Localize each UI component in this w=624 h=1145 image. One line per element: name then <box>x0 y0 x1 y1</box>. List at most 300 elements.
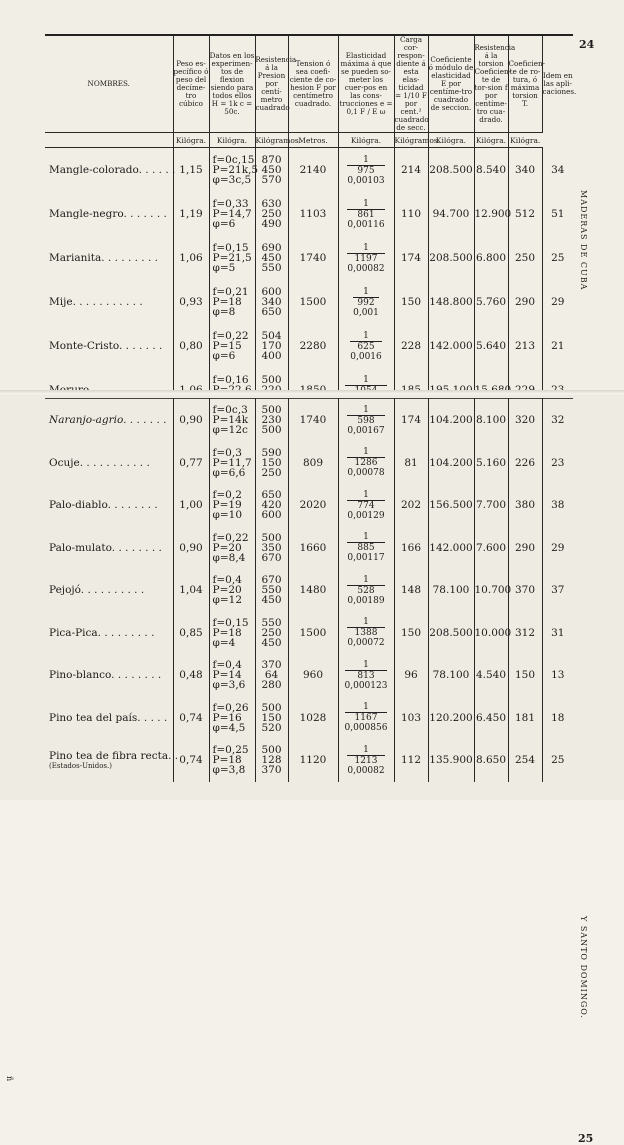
presion-value: 250 <box>261 208 282 220</box>
peso-value: 0,90 <box>173 527 209 570</box>
table-row <box>45 739 573 782</box>
experiment-f: f=0,33 <box>212 198 249 210</box>
carga-value: 174 <box>394 399 428 442</box>
unit-label: Kilógra. <box>428 133 474 148</box>
presion-value: 250 <box>261 626 282 639</box>
elasticity-modulus: 156.500 <box>428 484 474 527</box>
presion-value: 500 <box>261 374 282 386</box>
experiment-f: f=0,26 <box>212 701 249 714</box>
unit-label: Kilógramos. <box>394 133 428 148</box>
wood-name <box>45 148 176 193</box>
header-carga: Carga cor-respon-diente á esta elas-ticidad = 1/10 F por cent.² cuadrado de secc. <box>394 35 429 132</box>
applied-value: 13 <box>542 654 573 697</box>
experiment-f: f=0,2 <box>212 489 242 502</box>
table-row <box>45 527 573 570</box>
experiment-p: P=18 <box>212 754 242 767</box>
presion-value: 250 <box>261 466 282 479</box>
fraction-denominator: 813 <box>345 670 388 681</box>
presion-value: 400 <box>261 350 282 362</box>
presion-value: 870 <box>261 154 282 166</box>
carga-value: 202 <box>394 484 428 527</box>
elasticity-fraction <box>347 199 384 230</box>
wood-name <box>45 527 173 570</box>
elasticity-modulus: 148.800 <box>428 280 474 324</box>
experiment-p: P=14 <box>212 669 242 682</box>
wood-name-text: Pino-blanco. . . . . . . . <box>49 669 162 682</box>
table-row <box>45 148 573 193</box>
presion-value: 420 <box>261 499 282 512</box>
presion-value: 150 <box>261 456 282 469</box>
experiment-phi: φ=6,6 <box>212 466 246 479</box>
rupture-coef: 312 <box>508 612 542 655</box>
experiment-f: f=0,4 <box>212 659 242 672</box>
unit-label: Kilógra. <box>209 133 255 148</box>
experiment-data <box>209 324 255 368</box>
peso-value: 0,77 <box>173 442 209 485</box>
unit-label: Kilógramos. <box>255 133 288 148</box>
torsion-coef: 4.540 <box>474 654 508 697</box>
elasticity-modulus: 78.100 <box>428 654 474 697</box>
elasticity-fraction <box>353 287 379 318</box>
experiment-data <box>209 654 255 697</box>
unit-label: Kilógra. <box>508 133 542 148</box>
experiment-data <box>209 192 255 236</box>
table-row <box>45 280 573 324</box>
elasticity-decimal: 0,0016 <box>350 351 382 362</box>
elasticity-modulus: 104.200 <box>428 399 474 442</box>
presion-values <box>255 527 288 570</box>
applied-value: 29 <box>542 280 573 324</box>
margin-mark: ñ <box>5 1076 14 1083</box>
table-row <box>45 236 573 280</box>
fraction-numerator: 1 <box>363 198 369 209</box>
elasticity-value <box>338 569 394 612</box>
peso-value: 0,85 <box>173 612 209 655</box>
elasticity-value <box>338 280 394 324</box>
presion-value: 570 <box>261 174 282 186</box>
wood-name-text: Pino tea de fibra recta. . <box>49 750 179 763</box>
wood-name-text: Palo-diablo. . . . . . . . <box>49 499 158 512</box>
elasticity-modulus: 208.500 <box>428 148 474 193</box>
units-row <box>45 133 573 148</box>
peso-value: 0,93 <box>173 280 209 324</box>
elasticity-value <box>338 236 394 280</box>
presion-value: 550 <box>261 584 282 597</box>
presion-values <box>255 569 288 612</box>
wood-name <box>45 484 173 527</box>
elasticity-fraction <box>350 331 382 362</box>
presion-value: 520 <box>261 721 282 734</box>
fraction-numerator: 1 <box>363 744 369 755</box>
wood-name-text: Ocuje. . . . . . . . . . . <box>49 456 150 469</box>
wood-name <box>45 192 173 236</box>
wood-name <box>45 612 173 655</box>
experiment-f: f=0c,15 <box>212 154 255 166</box>
applied-value: 25 <box>542 739 573 782</box>
elasticity-decimal: 0,00189 <box>347 595 385 606</box>
carga-value: 103 <box>394 697 428 740</box>
presion-values <box>255 148 288 193</box>
presion-value: 630 <box>261 198 282 210</box>
presion-values <box>255 654 288 697</box>
presion-value: 550 <box>261 616 282 629</box>
fraction-denominator: 625 <box>350 341 382 352</box>
rows-top <box>45 148 573 417</box>
rupture-coef: 380 <box>508 484 542 527</box>
carga-value: 148 <box>394 569 428 612</box>
elasticity-modulus: 78.100 <box>428 569 474 612</box>
presion-value: 490 <box>261 218 282 230</box>
header-presion <box>255 35 297 133</box>
data-table-bottom <box>45 398 573 782</box>
fraction-denominator: 598 <box>347 415 384 426</box>
page-number-bottom: 25 <box>578 1132 594 1145</box>
elasticity-fraction <box>347 447 384 478</box>
experiment-data <box>209 484 255 527</box>
table-row <box>45 324 573 368</box>
presion-value: 64 <box>264 669 279 682</box>
presion-value: 450 <box>261 252 282 264</box>
fraction-denominator: 1213 <box>347 755 384 766</box>
experiment-phi: φ=3c,5 <box>212 174 252 186</box>
wood-name <box>45 236 173 280</box>
presion-value: 550 <box>261 262 282 274</box>
elasticity-value <box>338 739 394 782</box>
fraction-numerator: 1 <box>363 659 369 670</box>
fraction-denominator: 528 <box>347 585 384 596</box>
rows-bottom <box>45 399 573 782</box>
experiment-p: P=21k,5 <box>212 164 259 176</box>
presion-value: 500 <box>261 701 282 714</box>
table-row <box>45 654 573 697</box>
elasticity-value <box>338 148 394 193</box>
fraction-denominator: 975 <box>347 165 384 176</box>
experiment-data <box>209 236 255 280</box>
wood-name-text: Monte-Cristo. . . . . . . <box>49 340 163 352</box>
presion-values <box>255 236 288 280</box>
torsion-coef: 5.640 <box>474 324 508 368</box>
data-table-top <box>45 34 577 417</box>
torsion-coef: 7.600 <box>474 527 508 570</box>
experiment-phi: φ=12c <box>212 424 248 437</box>
elasticity-fraction <box>347 243 384 274</box>
wood-name <box>45 442 173 485</box>
experiment-phi: φ=3,8 <box>212 764 246 777</box>
elasticity-decimal: 0,00167 <box>347 425 385 436</box>
table-row <box>45 442 573 485</box>
rupture-coef: 150 <box>508 654 542 697</box>
experiment-f: f=0c,3 <box>212 404 248 417</box>
experiment-phi: φ=5 <box>212 262 236 274</box>
wood-name <box>45 324 173 368</box>
carga-value: 96 <box>394 654 428 697</box>
elasticity-fraction <box>347 532 384 563</box>
presion-value: 500 <box>261 404 282 417</box>
fraction-numerator: 1 <box>363 330 369 341</box>
tension-value: 960 <box>288 654 338 697</box>
running-title-bottom: Y SANTO DOMINGO. <box>579 916 588 1019</box>
torsion-coef: 12.900 <box>474 192 508 236</box>
presion-value: 450 <box>261 636 282 649</box>
fraction-numerator: 1 <box>363 404 369 415</box>
elasticity-value <box>338 442 394 485</box>
wood-name-text: Pica-Pica. . . . . . . . . <box>49 626 155 639</box>
carga-value: 214 <box>394 148 428 193</box>
elasticity-modulus: 135.900 <box>428 739 474 782</box>
wood-name <box>45 654 173 697</box>
elasticity-fraction <box>347 745 384 776</box>
torsion-coef: 5.160 <box>474 442 508 485</box>
tension-value: 809 <box>288 442 338 485</box>
peso-value: 0,74 <box>173 739 209 782</box>
presion-values <box>255 612 288 655</box>
experiment-data <box>209 739 255 782</box>
header-coef-tor <box>474 35 516 133</box>
torsion-coef: 6.800 <box>474 236 508 280</box>
torsion-coef: 8.650 <box>474 739 508 782</box>
fraction-numerator: 1 <box>363 374 369 385</box>
elasticity-fraction <box>345 660 388 691</box>
wood-name-text: Pino tea del país. . . . . <box>49 711 168 724</box>
header-torsion-group: Resistencia á la torsion <box>474 44 516 68</box>
elasticity-value <box>338 697 394 740</box>
fraction-denominator: 1286 <box>347 457 384 468</box>
experiment-p: P=19 <box>212 499 242 512</box>
experiment-phi: φ=8,4 <box>212 551 246 564</box>
wood-name <box>45 697 173 740</box>
tension-value: 1740 <box>288 399 338 442</box>
presion-value: 670 <box>261 574 282 587</box>
tension-value: 1660 <box>288 527 338 570</box>
experiment-p: P=18 <box>212 296 242 308</box>
rupture-coef: 370 <box>508 569 542 612</box>
tension-value: 1740 <box>288 236 338 280</box>
experiment-p: P=11,7 <box>212 456 252 469</box>
unit-label: Kilógra. <box>338 133 394 148</box>
presion-value: 600 <box>261 509 282 522</box>
experiment-p: P=18 <box>212 626 242 639</box>
applied-value: 18 <box>542 697 573 740</box>
rupture-coef: 254 <box>508 739 542 782</box>
experiment-f: f=0,15 <box>212 616 249 629</box>
presion-value: 150 <box>261 711 282 724</box>
elasticity-value <box>338 612 394 655</box>
wood-name-text: Mangle-colorado. . . . . . <box>49 164 176 176</box>
torsion-coef: 8.540 <box>474 148 508 193</box>
experiment-phi: φ=3,6 <box>212 679 246 692</box>
elasticity-decimal: 0,00117 <box>347 553 385 564</box>
table-row <box>45 399 573 442</box>
elasticity-value <box>338 399 394 442</box>
rupture-coef: 213 <box>508 324 542 368</box>
peso-value: 1,15 <box>173 148 209 193</box>
experiment-p: P=21,5 <box>212 252 252 264</box>
experiment-data <box>209 697 255 740</box>
elasticity-fraction <box>347 155 384 186</box>
experiment-phi: φ=6 <box>212 350 236 362</box>
experiment-f: f=0,3 <box>212 446 242 459</box>
elasticity-fraction <box>347 405 384 436</box>
experiment-data <box>209 280 255 324</box>
header-coef-rot: Coeficien-te de ro-tura, ó máxima torsion T. <box>508 35 542 133</box>
header-coef-elast: Coeficiente ó módulo de elasticidad E por centíme-tro cuadrado de seccion. <box>428 35 474 133</box>
experiment-f: f=0,4 <box>212 574 242 587</box>
header-presion-text: Presion por centí-metro cuadrado <box>255 71 290 112</box>
fraction-denominator: 885 <box>347 542 384 553</box>
torsion-coef: 5.760 <box>474 280 508 324</box>
presion-value: 600 <box>261 286 282 298</box>
tension-value: 1500 <box>288 280 338 324</box>
carga-value: 81 <box>394 442 428 485</box>
header-coef-tor-text: Coeficien-te de tor-sion f por centíme-tro cua-drado. <box>474 67 512 124</box>
presion-values <box>255 280 288 324</box>
experiment-data <box>209 442 255 485</box>
elasticity-fraction <box>347 490 384 521</box>
peso-value: 1,06 <box>173 236 209 280</box>
presion-value: 590 <box>261 446 282 459</box>
table-row <box>45 612 573 655</box>
elasticity-decimal: 0,000123 <box>344 680 388 691</box>
presion-value: 500 <box>261 531 282 544</box>
experiment-p: P=16 <box>212 711 242 724</box>
presion-value: 450 <box>261 594 282 607</box>
tension-value: 1028 <box>288 697 338 740</box>
wood-name-text: Pejojó. . . . . . . . . . <box>49 584 145 597</box>
top-page <box>0 0 624 392</box>
fraction-numerator: 1 <box>363 532 369 543</box>
elasticity-modulus: 142.000 <box>428 324 474 368</box>
carga-value: 150 <box>394 612 428 655</box>
applied-value: 38 <box>542 484 573 527</box>
applied-value: 25 <box>542 236 573 280</box>
experiment-f: f=0,22 <box>212 531 249 544</box>
presion-values <box>255 484 288 527</box>
experiment-data <box>209 527 255 570</box>
experiment-p: P=14,7 <box>212 208 252 220</box>
wood-name-text: Palo-mulato. . . . . . . . <box>49 541 162 554</box>
table-row <box>45 569 573 612</box>
presion-value: 128 <box>261 754 282 767</box>
experiment-phi: φ=4,5 <box>212 721 246 734</box>
presion-values <box>255 324 288 368</box>
units-nombres <box>45 133 173 148</box>
presion-value: 350 <box>261 541 282 554</box>
applied-value: 37 <box>542 569 573 612</box>
elasticity-value <box>338 654 394 697</box>
experiment-data <box>209 612 255 655</box>
applied-value: 21 <box>542 324 573 368</box>
peso-value: 0,80 <box>173 324 209 368</box>
presion-value: 370 <box>261 764 282 777</box>
experiment-f: f=0,16 <box>212 374 249 386</box>
peso-value: 1,19 <box>173 192 209 236</box>
fraction-numerator: 1 <box>363 447 369 458</box>
elasticity-decimal: 0,00129 <box>347 510 385 521</box>
rupture-coef: 290 <box>508 527 542 570</box>
presion-value: 500 <box>261 424 282 437</box>
tension-value: 1480 <box>288 569 338 612</box>
bottom-page <box>0 396 624 1145</box>
experiment-data <box>209 148 259 193</box>
elasticity-modulus: 142.000 <box>428 527 474 570</box>
presion-value: 280 <box>261 679 282 692</box>
tension-value: 2140 <box>288 148 338 193</box>
tension-value: 1500 <box>288 612 338 655</box>
elasticity-decimal: 0,00103 <box>347 175 385 186</box>
table-row <box>45 192 573 236</box>
presion-value: 230 <box>261 414 282 427</box>
torsion-coef: 7.700 <box>474 484 508 527</box>
elasticity-decimal: 0,00082 <box>347 263 385 274</box>
rupture-coef: 290 <box>508 280 542 324</box>
wood-name-text: Mije. . . . . . . . . . . <box>49 296 143 308</box>
unit-label: Kilógra. <box>474 133 508 148</box>
elasticity-fraction <box>347 575 384 606</box>
elasticity-decimal: 0,00078 <box>347 468 385 479</box>
experiment-p: P=20 <box>212 584 242 597</box>
fraction-numerator: 1 <box>363 489 369 500</box>
carga-value: 112 <box>394 739 428 782</box>
experiment-phi: φ=6 <box>212 218 236 230</box>
torsion-coef: 8.100 <box>474 399 508 442</box>
torsion-coef: 6.450 <box>474 697 508 740</box>
experiment-f: f=0,22 <box>212 330 249 342</box>
experiment-data <box>209 399 255 442</box>
elasticity-fraction <box>345 702 388 733</box>
wood-name-sub: (Estados-Unidos.) <box>49 762 112 771</box>
carga-value: 166 <box>394 527 428 570</box>
tension-value: 1120 <box>288 739 338 782</box>
experiment-p: P=20 <box>212 541 242 554</box>
unit-label: Metros. <box>288 133 338 148</box>
experiment-f: f=0,21 <box>212 286 249 298</box>
experiment-phi: φ=10 <box>212 509 243 522</box>
applied-value: 51 <box>542 192 573 236</box>
presion-values <box>255 442 288 485</box>
torsion-coef: 10.000 <box>474 612 508 655</box>
elasticity-value <box>338 192 394 236</box>
elasticity-decimal: 0,00116 <box>347 219 385 230</box>
rupture-coef: 250 <box>508 236 542 280</box>
presion-value: 670 <box>261 551 282 564</box>
applied-value: 23 <box>542 442 573 485</box>
tension-value: 1103 <box>288 192 338 236</box>
experiment-p: P=14k <box>212 414 249 427</box>
fraction-denominator: 1197 <box>347 253 384 264</box>
wood-name <box>45 569 173 612</box>
presion-value: 504 <box>261 330 282 342</box>
elasticity-modulus: 208.500 <box>428 236 474 280</box>
elasticity-modulus: 120.200 <box>428 697 474 740</box>
presion-value: 690 <box>261 242 282 254</box>
elasticity-modulus: 208.500 <box>428 612 474 655</box>
page-number: 24 <box>579 38 595 51</box>
carga-value: 174 <box>394 236 428 280</box>
applied-value: 31 <box>542 612 573 655</box>
tension-value: 2280 <box>288 324 338 368</box>
presion-value: 340 <box>261 296 282 308</box>
presion-value: 650 <box>261 489 282 502</box>
elasticity-value <box>338 527 394 570</box>
fraction-denominator: 861 <box>347 209 384 220</box>
experiment-p: P=15 <box>212 340 242 352</box>
header-tension: Tension ó sea coefi-ciente de co-hesion F por centímetro cuadrado. <box>288 35 338 133</box>
applied-value: 32 <box>542 399 573 442</box>
applied-value: 29 <box>542 527 573 570</box>
tension-value: 2020 <box>288 484 338 527</box>
header-idem: Idem en las apli-caciones. <box>542 35 573 133</box>
running-title: MADERAS DE CUBA <box>579 190 588 291</box>
